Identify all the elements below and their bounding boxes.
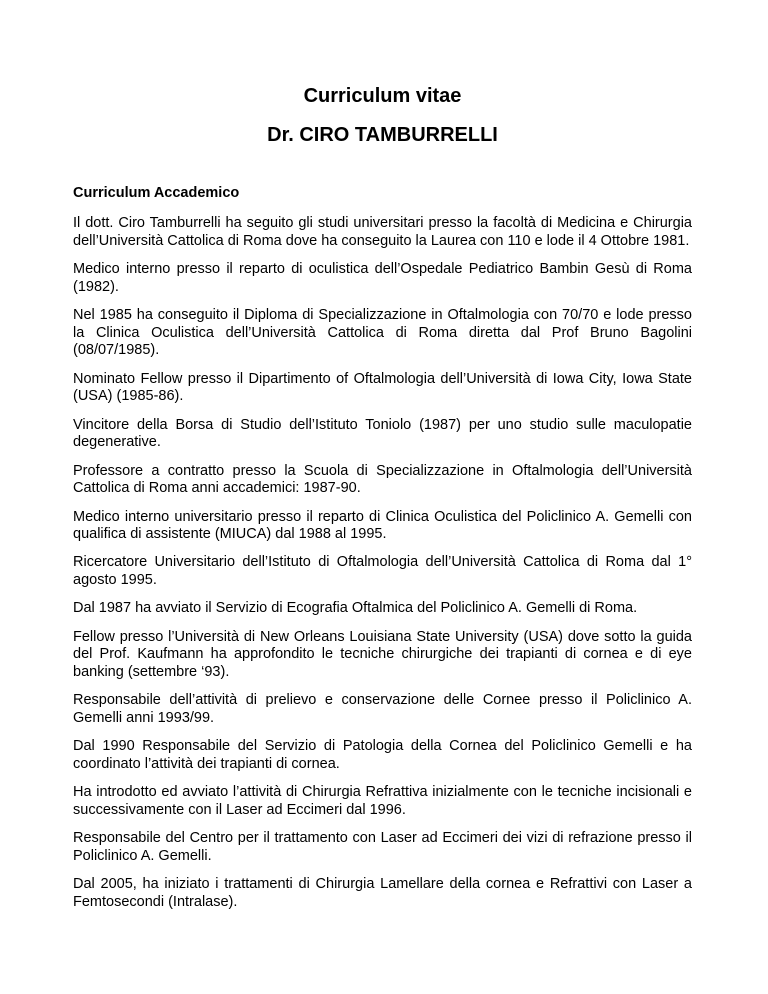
paragraph-borsa-studio: Vincitore della Borsa di Studio dell’Istituto Toniolo (1987) per uno studio sulle maculopatie degenerative. xyxy=(73,416,692,451)
paragraph-medico-interno: Medico interno presso il reparto di oculistica dell’Ospedale Pediatrico Bambin Gesù di Roma (1982). xyxy=(73,260,692,295)
section-heading: Curriculum Accademico xyxy=(73,185,240,201)
paragraph-specializzazione: Nel 1985 ha conseguito il Diploma di Specializzazione in Oftalmologia con 70/70 e lode presso la Clinica Oculistica dell’Università Cattolica di Roma diretta dal Prof Bruno Bagolini (08/07/1985). xyxy=(73,306,692,359)
paragraph-centro-laser: Responsabile del Centro per il trattamento con Laser ad Eccimeri dei vizi di refrazione presso il Policlinico A. Gemelli. xyxy=(73,830,692,864)
paragraph-fellow-iowa: Nominato Fellow presso il Dipartimento of Oftalmologia dell’Università di Iowa City, Iowa State (USA) (1985-86). xyxy=(73,370,692,405)
paragraph-miuca: Medico interno universitario presso il reparto di Clinica Oculistica del Policlinico A. Gemelli con qualifica di assistente (MIUCA) dal 1988 al 1995. xyxy=(73,508,692,543)
paragraph-list xyxy=(73,215,692,912)
paragraph-professore-contratto: Professore a contratto presso la Scuola di Specializzazione in Oftalmologia dell’Università Cattolica di Roma anni accademici: 1987-90. xyxy=(73,462,692,497)
paragraph-prelievo-cornee: Responsabile dell’attività di prelievo e conservazione delle Cornee presso il Policlinico A. Gemelli anni 1993/99. xyxy=(73,692,692,727)
paragraph-chirurgia-refrattiva: Ha introdotto ed avviato l’attività di Chirurgia Refrattiva inizialmente con le tecniche incisionali e successivamente con il Laser ad Eccimeri dal 1996. xyxy=(73,784,692,818)
person-name: Dr. CIRO TAMBURRELLI xyxy=(267,124,498,146)
document-title: Curriculum vitae xyxy=(303,85,462,107)
paragraph-ricercatore: Ricercatore Universitario dell’Istituto di Oftalmologia dell’Università Cattolica di Roma dal 1° agosto 1995. xyxy=(73,554,692,589)
paragraph-femtosecondi: Dal 2005, ha iniziato i trattamenti di Chirurgia Lamellare della cornea e Refrattivi con Laser a Femtosecondi (Intralase). xyxy=(73,876,692,910)
paragraph-patologia-cornea: Dal 1990 Responsabile del Servizio di Patologia della Cornea del Policlinico Gemelli e ha coordinato l’attività dei trapianti di cornea. xyxy=(73,738,692,773)
paragraph-fellow-new-orleans: Fellow presso l’Università di New Orleans Louisiana State University (USA) dove sotto la guida del Prof. Kaufmann ha approfondito le tecniche chirurgiche dei trapianti di cornea e di eye banking (settembre ‘93). xyxy=(73,628,692,681)
paragraph-laurea: Il dott. Ciro Tamburrelli ha seguito gli studi universitari presso la facoltà di Medicina e Chirurgia dell’Università Cattolica di Roma dove ha conseguito la Laurea con 110 e lode il 4 Ottobre 1981. xyxy=(73,215,692,249)
paragraph-ecografia: Dal 1987 ha avviato il Servizio di Ecografia Oftalmica del Policlinico A. Gemelli di Roma. xyxy=(73,600,638,617)
